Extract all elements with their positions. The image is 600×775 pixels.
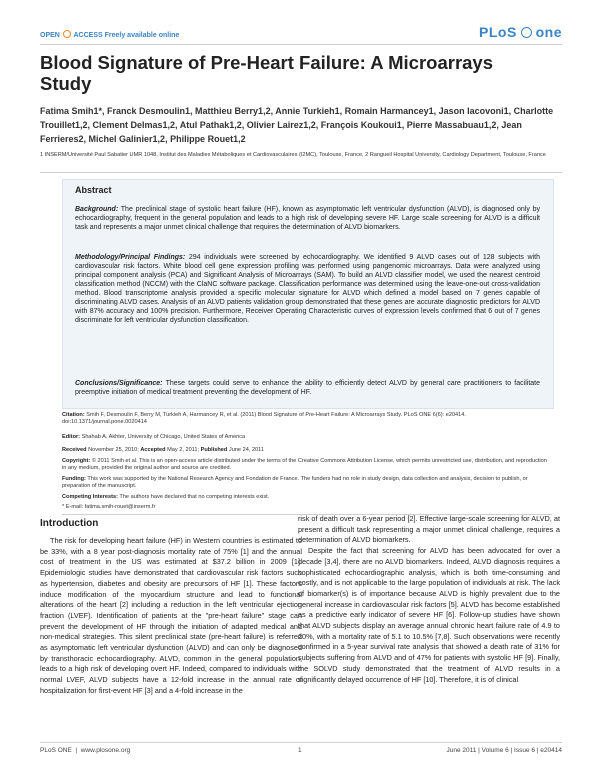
- received-label: Received: [62, 447, 87, 453]
- intro-left-column: [40, 536, 302, 697]
- accepted-label: Accepted: [140, 447, 166, 453]
- background-label: Background:: [75, 206, 119, 213]
- received-date: November 25, 2010;: [86, 447, 141, 453]
- citation-text: Smih F, Desmoulin F, Berry M, Turkieh A, Harmancey R, et al. (2011) Blood Signature of Pre-Heart Failure: A Microarrays Study. PLoS ONE 6(6): e20414. doi:10.1371/journal.pone.0020414: [62, 412, 466, 426]
- intro-paragraph: risk of death over a 6-year period [2]. Effective large-scale screening for ALVD, at present a difficult task representing a major unmet clinical challenge, requires a determination of ALVD biomarkers.: [298, 514, 560, 545]
- competing-text: The authors have declared that no competing interests exist.: [117, 494, 270, 500]
- journal-logo: [479, 24, 562, 40]
- journal-logo-circle-icon: [521, 27, 532, 38]
- abstract-heading: Abstract: [75, 185, 112, 195]
- open-label: OPEN: [40, 32, 60, 39]
- editor-text: Shahab A. Akhter, University of Chicago, United States of America: [80, 434, 246, 440]
- footer-journal-name: PLoS ONE: [40, 747, 72, 754]
- access-label: ACCESS Freely available online: [73, 32, 180, 39]
- funding-text: This work was supported by the National Research Agency and Fondation de France. The funders had no role in study design, data collection and analysis, decision to publish, or preparation of the manuscript.: [62, 476, 528, 490]
- conclusions-text: These targets could serve to enhance the ability to efficiently detect ALVD by general care practitioners to facilitate preemptive initiation of medical treatment preventing the development of HF.: [75, 380, 540, 396]
- affiliations: 1 INSERM/Université Paul Sabatier UMR 1048, Institut des Maladies Métaboliques et Cardiovasculaires (I2MC), Toulouse, France, 2 Rangueil Hospital University, Cardiology Department, Toulouse, France: [40, 152, 546, 158]
- corresponding-email: * E-mail: fatima.smih-rouet@inserm.fr: [62, 504, 156, 510]
- introduction-heading: Introduction: [40, 518, 99, 529]
- funding: [62, 476, 552, 491]
- competing-label: Competing Interests:: [62, 494, 118, 500]
- published-label: Published: [200, 447, 228, 453]
- copyright-text: © 2011 Smih et al. This is an open-access article distributed under the terms of the Creative Commons Attribution License, which permits unrestricted use, distribution, and reproduction in any medium, provided the original author and source are credited.: [62, 458, 547, 472]
- article-title: Blood Signature of Pre-Heart Failure: A Microarrays Study: [40, 52, 494, 94]
- methods-label: Methodology/Principal Findings:: [75, 254, 186, 261]
- footer-issue: June 2011 | Volume 6 | Issue 6 | e20414: [446, 747, 562, 754]
- journal-logo-plos: PLoS: [479, 24, 517, 40]
- competing-interests: [62, 494, 552, 501]
- accepted-date: May 2, 2011;: [165, 447, 201, 453]
- citation-label: Citation:: [62, 412, 85, 418]
- author-list: Fatima Smih1*, Franck Desmoulin1, Matthieu Berry1,2, Annie Turkieh1, Romain Harmancey1, Jason Iacovoni1, Charlotte Trouillet1,2, Clement Delmas1,2, Atul Pathak1,2, Olivier Lairez1,2, François Koukoui1, Pierre Massabuau1,2, Jean Ferrieres2, Michel Galinier1,2, Philippe Rouet1,2: [40, 106, 554, 144]
- header-rule: [40, 44, 562, 45]
- editor-label: Editor:: [62, 434, 81, 440]
- copyright-label: Copyright:: [62, 458, 91, 464]
- footer-url[interactable]: www.plosone.org: [80, 747, 131, 754]
- intro-paragraph: Despite the fact that screening for ALVD has been advocated for over a decade [3,4], there are no ALVD biomarkers. Indeed, ALVD diagnosis requires a sophisticated echocardiographic analysis, which is both time-consuming and costly, and is not applicable to the large population of individuals at risk. The lack of biomarker(s) is of importance because ALVD is highly prevalent due to the general increase in cardiovascular risk factors [5]. ALVD has become established as a predictive early indicator of severe HF [6]. Follow-up studies have shown that ALVD subjects display an average annual chronic heart failure rate of 4.9 to 20%, with a mortality rate of 5.1 to 10.5% [7,8]. Such observations were recently confirmed in a 5-year survival rate analysis that showed a death rate of 31% for subjects suffering from ALVD and of 47% for patients with systolic HF [9]. Finally, the SOLVD study demonstrated that the treatment of ALVD results in a significantly delayed occurrence of HF [10]. Therefore, it is of clinical: [298, 546, 560, 684]
- open-access-lock-icon: [63, 30, 71, 38]
- footer-journal: PLoS ONE | www.plosone.org: [40, 747, 131, 754]
- editor: [62, 434, 552, 441]
- abstract-background: [75, 205, 540, 232]
- citation: [62, 412, 552, 427]
- abstract-methods: [75, 253, 540, 325]
- footer-rule: [40, 742, 562, 743]
- methods-text: 294 individuals were screened by echocardiography. We identified 9 ALVD cases out of 128 subjects with cardiovascular risk factors. White blood cell gene expression profiling was performed using pangenomic microarrays. Data were analyzed using principal component analysis (PCA) and Significant Analysis of Microarrays (SAM). To build an ALVD classifier model, we used the nearest centroid classification method (NCCM) with the ClaNC software package. Classification performance was determined using the leave-one-out cross-validation method. Blood transcriptome analysis provided a specific molecular signature for ALVD which defined a model based on 7 genes capable of discriminating ALVD cases. Analysis of an ALVD patients validation group demonstrated that these genes are accurate diagnostic predictors for ALVD with 87% accuracy and 100% precision. Furthermore, Receiver Operating Characteristic curves of expression levels confirmed that 6 out of 7 genes discriminate for left ventricular dysfunction classification.: [75, 254, 540, 324]
- journal-logo-one: one: [535, 24, 562, 40]
- funding-label: Funding:: [62, 476, 86, 482]
- affiliation-rule: [40, 172, 562, 173]
- copyright: [62, 458, 552, 473]
- abstract-conclusions: [75, 379, 540, 397]
- open-access-banner: [40, 30, 179, 39]
- dates: [62, 447, 552, 454]
- conclusions-label: Conclusions/Significance:: [75, 380, 163, 387]
- intro-paragraph: The risk for developing heart failure (HF) in Western countries is estimated to be 33%, with a 8 year post-diagnosis mortality rate of 75% [1] and the annual cost of treatment in the US was estimated at $37.2 billion in 2009 [1]. Epidemiologic studies have demonstrated that cardiovascular risk factors such as hypertension, diabetes and obesity are precursors of HF [1]. These factors induce modification of the myocardium structure and lead to functional alterations of the heart [2] including a reduction in the left ventricular ejection fraction (LVEF). Identification of patients at the "pre-heart failure" stage can prevent the development of HF through the initiation of adapted medical and non-medical strategies. This silent preclinical state (pre-heart failure) is referred as asymptomatic left ventricular dysfunction (ALVD) and can only be diagnosed by transthoracic echocardiography. ALVD, common in the general population, leads to a high risk of developing overt HF. Indeed, compared to individuals with normal LVEF, ALVD subjects have a 12-fold increase in the annual rate of hospitalization for first-event HF [3] and a 4-fold increase in the: [40, 536, 302, 695]
- page-number: 1: [298, 747, 302, 754]
- published-date: June 24, 2011: [227, 447, 264, 453]
- background-text: The preclinical stage of systolic heart failure (HF), known as asymptomatic left ventricular dysfunction (ALVD), is diagnosed only by echocardiography, frequent in the general population and leads to a high risk of developing severe HF. Large scale screening for ALVD is a difficult task and represents a major unmet clinical challenge that requires the determination of ALVD biomarkers.: [75, 206, 540, 231]
- intro-right-column: [298, 514, 560, 685]
